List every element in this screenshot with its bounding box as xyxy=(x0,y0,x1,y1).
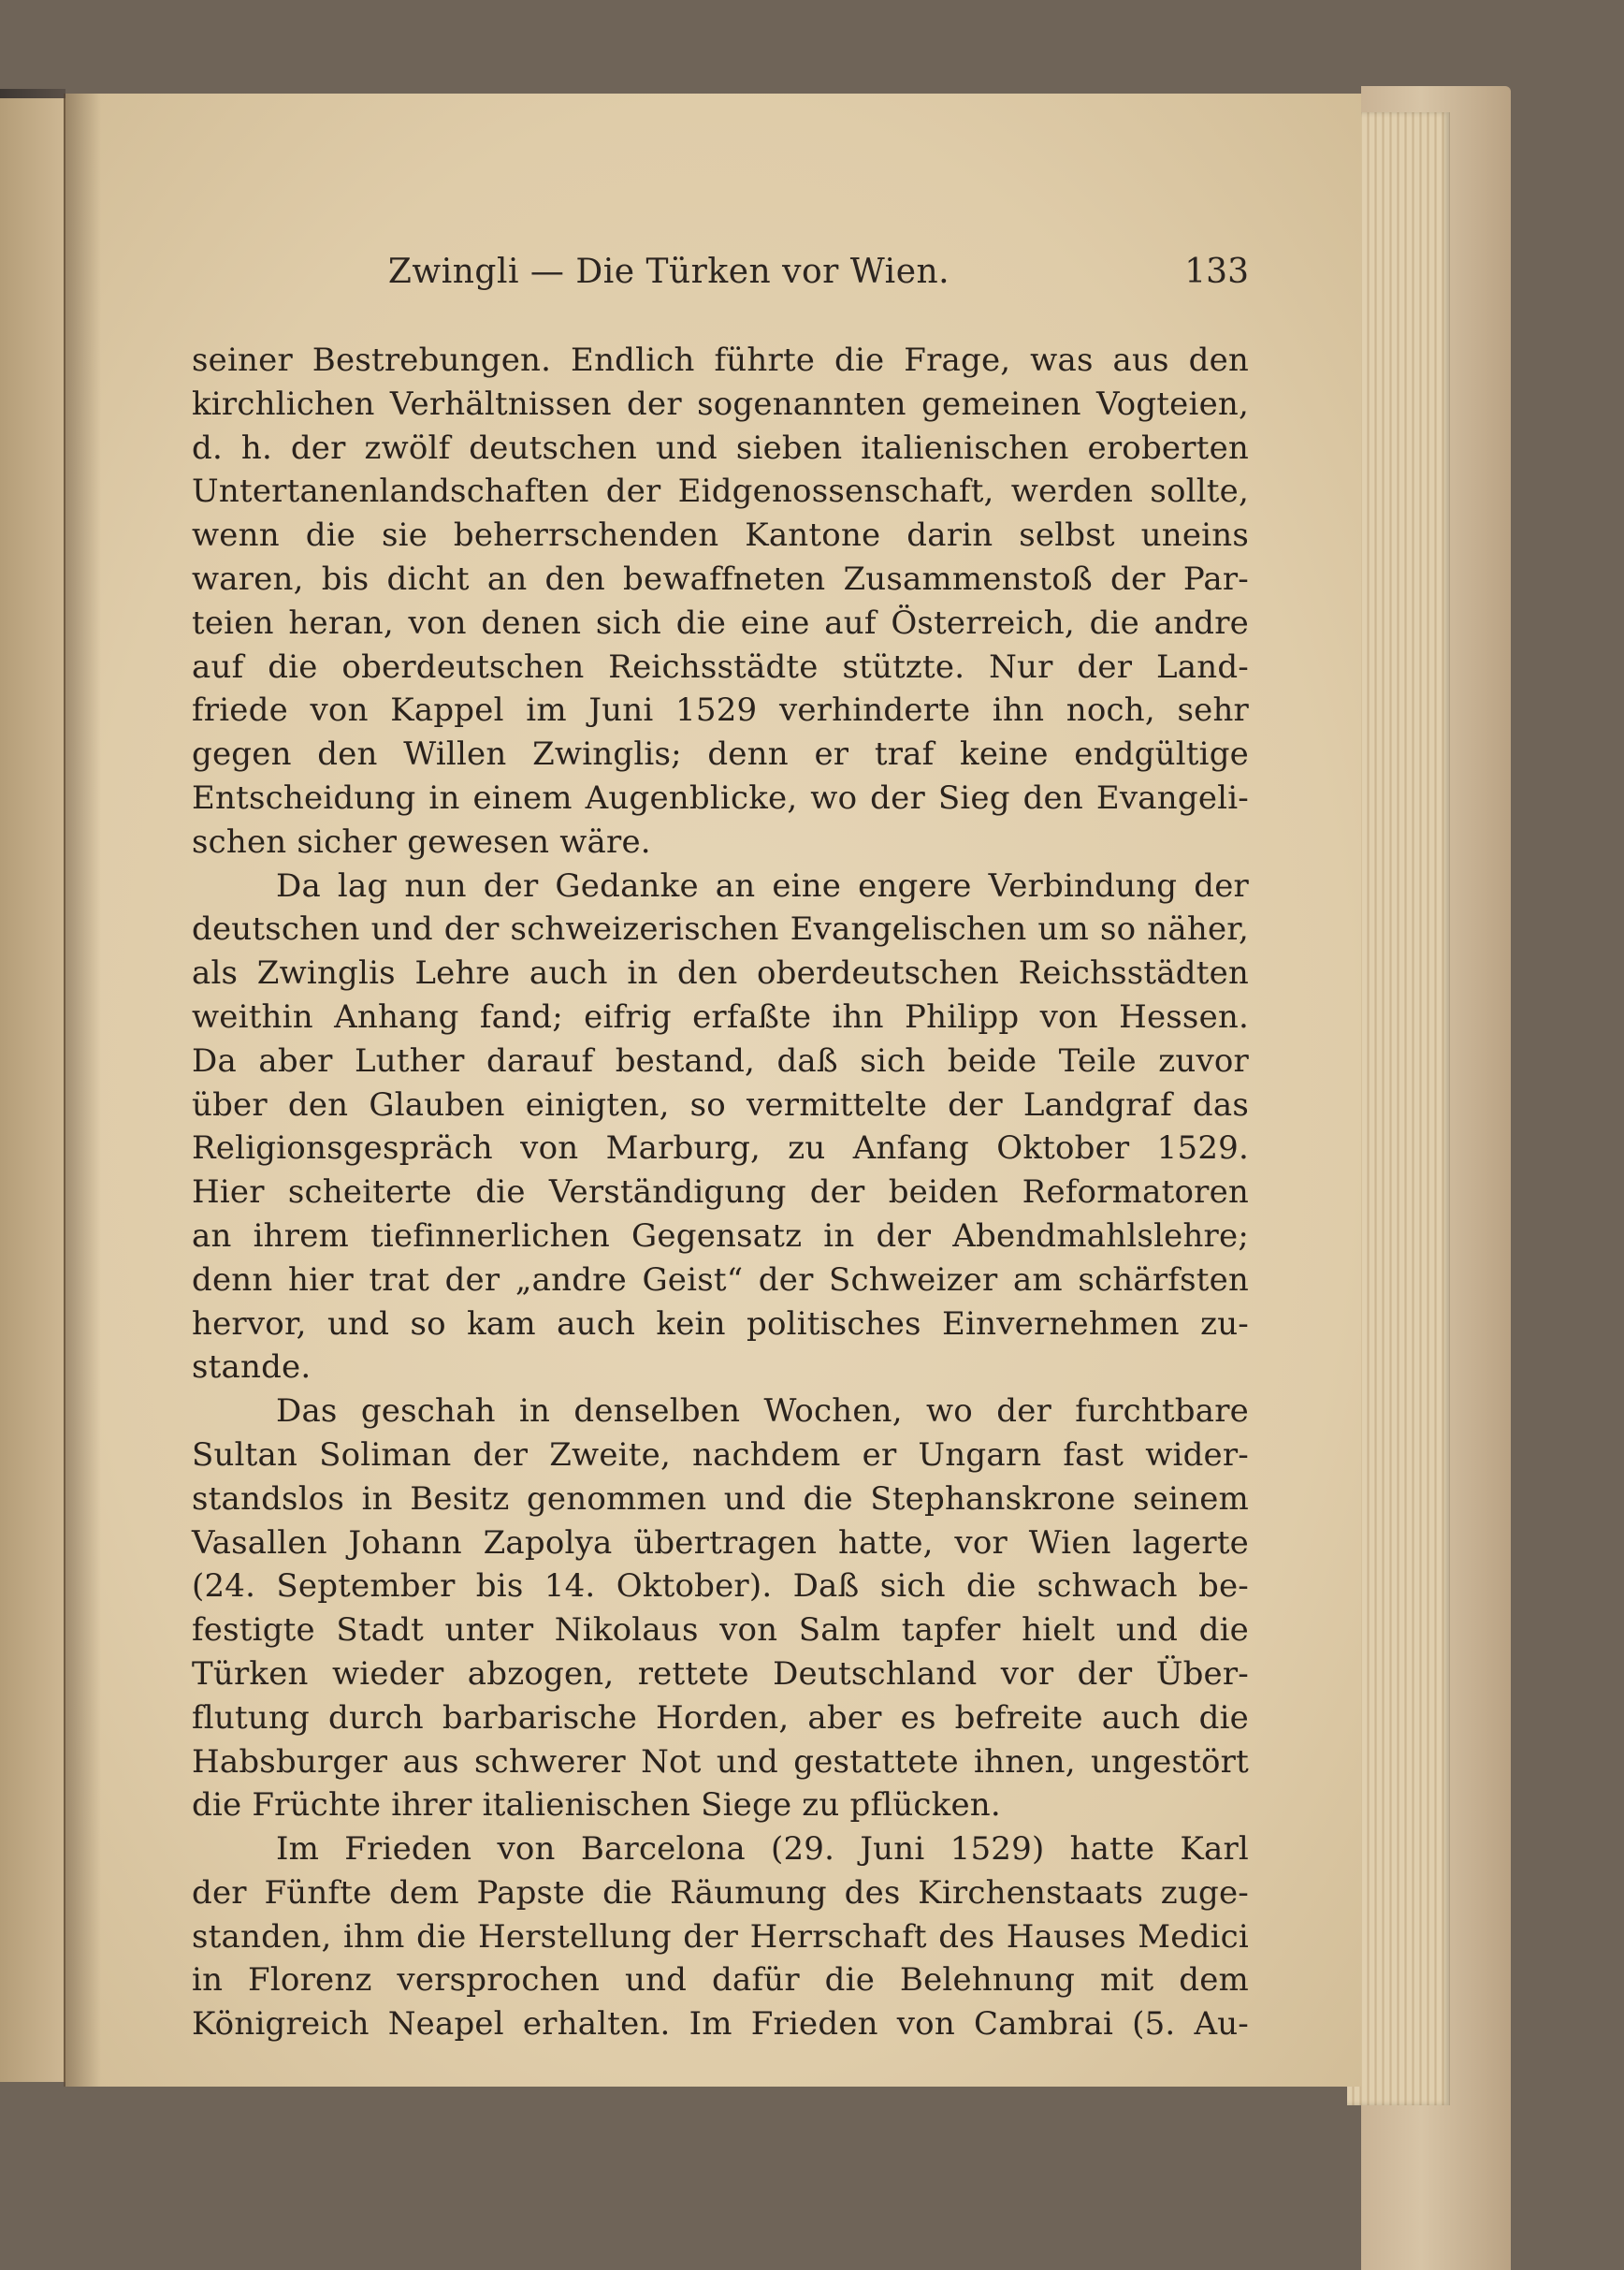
text-line: weithin Anhang fand; eifrig erfaßte ihn Philipp von Hessen. xyxy=(192,997,1249,1036)
text-line: standslos in Besitz genommen und die Stephanskrone seinem xyxy=(192,1479,1249,1518)
text-line: in Florenz versprochen und dafür die Belehnung mit dem xyxy=(192,1961,1249,2000)
text-line: friede von Kappel im Juni 1529 verhinderte ihn noch, sehr xyxy=(192,691,1249,730)
text-line: die Früchte ihrer italienischen Siege zu pflücken. xyxy=(192,1786,1001,1825)
text-line: wenn die sie beherrschenden Kantone darin selbst uneins xyxy=(192,517,1249,555)
book-page xyxy=(65,94,1361,2087)
text-line: Vasallen Johann Zapolya übertragen hatte, vor Wien lagerte xyxy=(192,1523,1249,1562)
page-edges xyxy=(1347,112,1450,2105)
text-line: d. h. der zwölf deutschen und sieben italienischen eroberten xyxy=(192,429,1249,467)
spine-shadow xyxy=(64,94,101,2087)
text-line: Religionsgespräch von Marburg, zu Anfang Oktober 1529. xyxy=(192,1129,1249,1168)
text-line: auf die oberdeutschen Reichsstädte stützte. Nur der Land- xyxy=(192,648,1249,686)
page-number: 133 xyxy=(1184,253,1249,291)
text-line: (24. September bis 14. Oktober). Daß sich die schwach be- xyxy=(192,1567,1249,1606)
running-head xyxy=(196,253,1249,309)
body-text xyxy=(192,339,1249,2046)
text-line: über den Glauben einigten, so vermittelte der Landgraf das xyxy=(192,1085,1249,1124)
text-line: standen, ihm die Herstellung der Herrschaft des Hauses Medici xyxy=(192,1917,1249,1956)
left-page-edge xyxy=(0,98,65,2082)
text-line: denn hier trat der „andre Geist“ der Schweizer am schärfsten xyxy=(192,1260,1249,1299)
text-line: Türken wieder abzogen, rettete Deutschland vor der Über- xyxy=(192,1654,1249,1693)
text-line: Im Frieden von Barcelona (29. Juni 1529) hatte Karl xyxy=(276,1830,1249,1869)
text-line: der Fünfte dem Papste die Räumung des Kirchenstaats zuge- xyxy=(192,1873,1249,1912)
text-line: festigte Stadt unter Nikolaus von Salm tapfer hielt und die xyxy=(192,1611,1249,1650)
text-line: deutschen und der schweizerischen Evangelischen um so näher, xyxy=(192,910,1249,949)
text-line: Untertanenlandschaften der Eidgenossenschaft, werden sollte, xyxy=(192,473,1249,511)
text-line: Königreich Neapel erhalten. Im Frieden von Cambrai (5. Au- xyxy=(192,2005,1249,2044)
text-line: an ihrem tiefinnerlichen Gegensatz in der Abendmahlslehre; xyxy=(192,1216,1249,1255)
text-line: flutung durch barbarische Horden, aber es befreite auch die xyxy=(192,1698,1249,1737)
text-line: seiner Bestrebungen. Endlich führte die Frage, was aus den xyxy=(192,342,1249,379)
text-line: Da aber Luther darauf bestand, daß sich beide Teile zuvor xyxy=(192,1041,1249,1080)
text-line: Das geschah in denselben Wochen, wo der furchtbare xyxy=(276,1392,1249,1431)
text-line: Sultan Soliman der Zweite, nachdem er Ungarn fast wider- xyxy=(192,1435,1249,1474)
text-line: waren, bis dicht an den bewaffneten Zusammenstoß der Par- xyxy=(192,560,1249,598)
running-head-title: Zwingli — Die Türken vor Wien. xyxy=(387,253,950,291)
text-line: teien heran, von denen sich die eine auf Österreich, die andre xyxy=(192,604,1249,642)
text-line: als Zwinglis Lehre auch in den oberdeutschen Reichsstädten xyxy=(192,954,1249,993)
text-line: gegen den Willen Zwinglis; denn er traf keine endgültige xyxy=(192,735,1249,774)
text-line: schen sicher gewesen wäre. xyxy=(192,822,651,861)
text-line: hervor, und so kam auch kein politisches Einvernehmen zu- xyxy=(192,1304,1249,1343)
text-line: Habsburger aus schwerer Not und gestattete ihnen, ungestört xyxy=(192,1742,1249,1781)
text-line: Entscheidung in einem Augenblicke, wo der Sieg den Evangeli- xyxy=(192,778,1249,817)
text-line: Da lag nun der Gedanke an eine engere Verbindung der xyxy=(276,866,1249,905)
text-line: Hier scheiterte die Verständigung der beiden Reformatoren xyxy=(192,1173,1249,1212)
text-line: kirchlichen Verhältnissen der sogenannten gemeinen Vogteien, xyxy=(192,385,1249,423)
text-line: stande. xyxy=(192,1348,312,1387)
